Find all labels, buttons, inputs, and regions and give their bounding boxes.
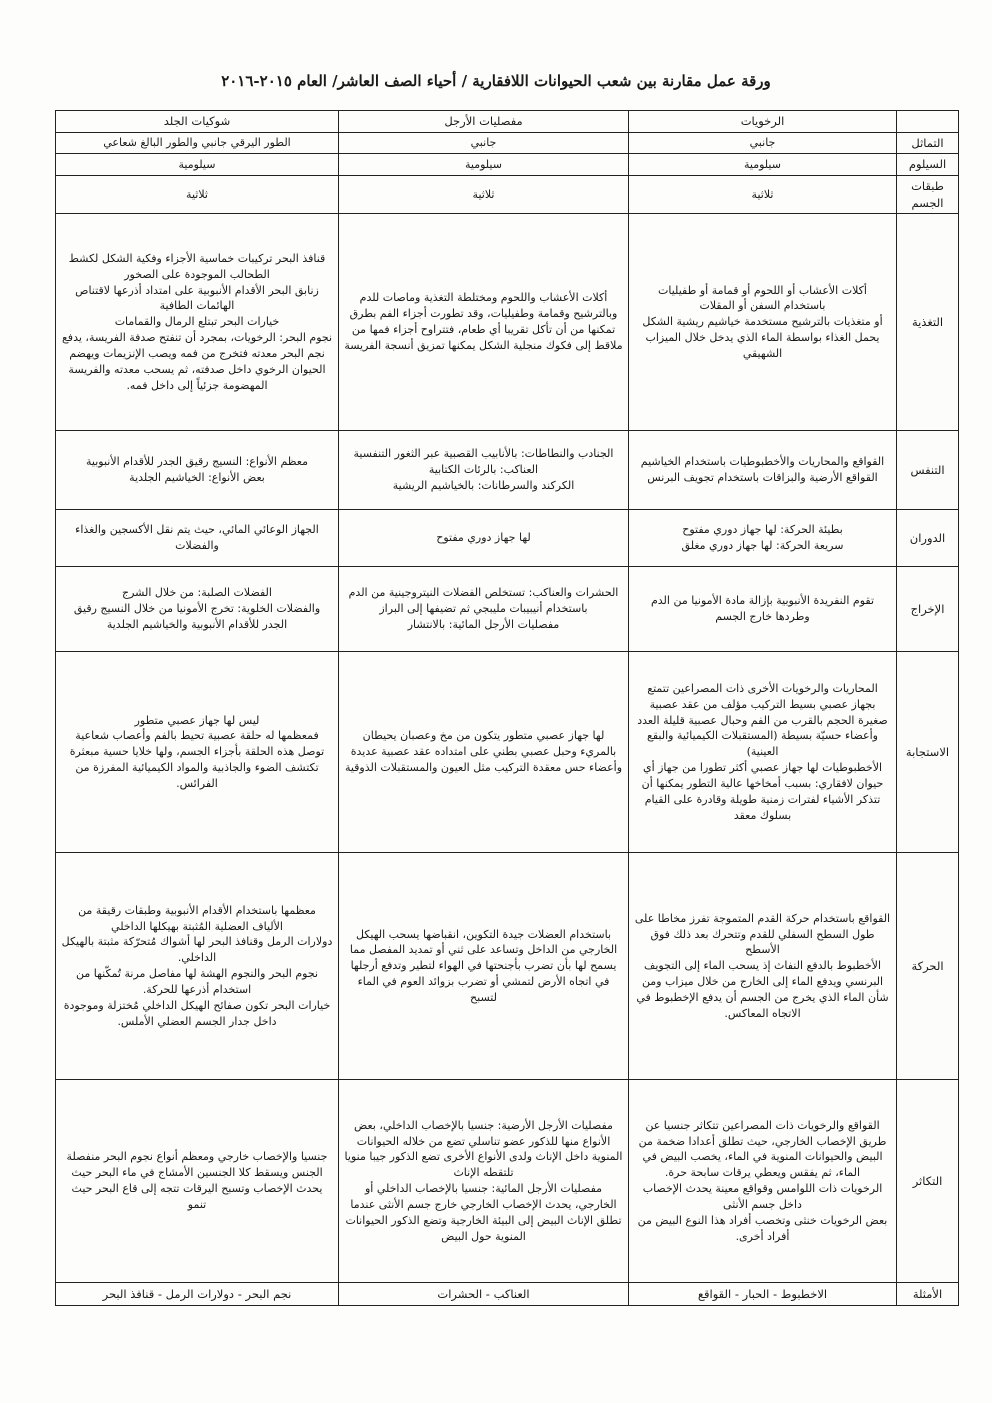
cell-echinoderms: الطور اليرقي جانبي والطور البالغ شعاعي (56, 132, 339, 154)
cell-echinoderms: معظم الأنواع: النسيج رقيق الجدر للأقدام الأنبوبية بعض الأنواع: الخياشيم الجلدية (56, 431, 339, 510)
row-label: طبقات الجسم (897, 176, 959, 214)
row-label: التماثل (897, 132, 959, 154)
cell-arthropods: ثلاثية (339, 176, 629, 214)
cell-echinoderms: الفضلات الصلبة: من خلال الشرج والفضلات الخلوية: تخرج الأمونيا من خلال النسيج رقيق الجدر للأقدام الأنبوبية والخياشيم الجلدية (56, 567, 339, 652)
row-label: الإخراج (897, 567, 959, 652)
row-examples (56, 1283, 959, 1306)
cell-mollusks: القواقع والمحاريات والأخطبوطيات باستخدام الخياشيم القواقع الأرضية والبزاقات باستخدام تجويف البرنس (629, 431, 897, 510)
row-circulation (56, 510, 959, 567)
cell-mollusks: المحاريات والرخويات الأخرى ذات المصراعين تتمتع بجهاز عصبي بسيط التركيب مؤلف من عقد عصبية صغيرة الحجم بالقرب من الفم وحبال عصبية قليلة العدد وأعضاء حسيّة بسيطة (المستقبلات الكيميائية والبقع العينية) الأخطبوطيات لها جهاز عصبي أكثر تطورا من جهاز أي حيوان لافقاري: بسبب أمخاخها عالية التطور يمكنها أن تتذكر الأشياء لفترات زمنية طويلة وقادرة على القيام بسلوك معقد (629, 652, 897, 853)
row-label: الأمثلة (897, 1283, 959, 1306)
cell-arthropods: جانبي (339, 132, 629, 154)
row-label: السيلوم (897, 154, 959, 176)
worksheet-title: ورقة عمل مقارنة بين شعب الحيوانات اللافقارية / أحياء الصف العاشر/ العام ٢٠١٥-٢٠١٦ (221, 72, 771, 90)
cell-arthropods: الجنادب والنطاطات: بالأنابيب القصبية عبر الثغور التنفسية العناكب: بالرئات الكتابية الكركند والسرطانات: بالخياشيم الريشية (339, 431, 629, 510)
cell-arthropods: باستخدام العضلات جيدة التكوين، انقباضها يسحب الهيكل الخارجي من الداخل وتساعد على ثني أو تمديد المفصل مما يسمح لها بأن تضرب بأجنحتها في الهواء لتطير وتدفع أرجلها في اتجاه الأرض لتمشي أو تضرب بزوائد العوم في الماء لتسبح (339, 853, 629, 1080)
row-body-layers (56, 176, 959, 214)
row-coelom (56, 154, 959, 176)
cell-echinoderms: نجم البحر - دولارات الرمل - قنافذ البحر (56, 1283, 339, 1306)
row-label: التغذية (897, 214, 959, 431)
cell-arthropods: الحشرات والعناكب: تستخلص الفضلات النيتروجينية من الدم باستخدام أنيبيبات مليبجي ثم تضيفها إلى البراز مفصليات الأرجل المائية: بالانتشار (339, 567, 629, 652)
cell-arthropods: مفصليات الأرجل الأرضية: جنسيا بالإخصاب الداخلي، بعض الأنواع منها للذكور عضو تناسلي تضع من خلاله الحيوانات المنوية داخل الإناث ولدى الأنواع الأخرى تضع الذكور جيبا منويا تلتقطه الإناث مفصليات الأرجل المائية: جنسيا بالإخصاب الداخلي أو الخارجي، يحدث الإخصاب الخارجي خارج جسم الأنثى عندما تطلق الإناث البيض إلى البيئة الخارجية وتضع الذكور الحيوانات المنوية حول البيض (339, 1080, 629, 1283)
row-reproduction (56, 1080, 959, 1283)
corner-cell (897, 111, 959, 133)
cell-arthropods: لها جهاز عصبي متطور يتكون من مخ وعصبان يحيطان بالمريء وحبل عصبي بطني على امتداده عقد عصبية عديدة وأعضاء حس معقدة التركيب مثل العيون والمستقبلات الذوقية (339, 652, 629, 853)
cell-mollusks: سيلومية (629, 154, 897, 176)
cell-arthropods: أكلات الأعشاب واللحوم ومختلطة التغذية وماصات للدم وبالترشيح وقمامة وطفيليات، وقد تطورت أجزاء الفم بطرق تمكنها من أن تأكل تقريبا أي طعام، فتتراوح أجزاء فمها من ملاقط إلى فكوك منجلية الشكل يمكنها تمزيق أنسجة الفريسة (339, 214, 629, 431)
cell-arthropods: العناكب - الحشرات (339, 1283, 629, 1306)
row-response (56, 652, 959, 853)
row-label: التنفس (897, 431, 959, 510)
cell-echinoderms: جنسيا والإخصاب خارجي ومعظم أنواع نجوم البحر منفصلة الجنس ويسقط كلا الجنسين الأمشاج في ماء البحر حيث يحدث الإخصاب وتسبح اليرقات تتجه إلى قاع البحر حيث تنمو (56, 1080, 339, 1283)
cell-echinoderms: معظمها باستخدام الأقدام الأنبوبية وطبقات رقيقة من الألياف العضلية المُثبتة بهيكلها الداخلي دولارات الرمل وقنافذ البحر لها أشواك مُتحرّكة مثبتة بالهيكل الداخلي. نجوم البحر والنجوم الهشة لها مفاصل مرنة تُمكّنها من استخدام أذرعها للحركة. خيارات البحر تكون صفائح الهيكل الداخلي مُختزلة وموجودة داخل جدار الجسم العضلي الأملس. (56, 853, 339, 1080)
cell-mollusks: الاخطبوط - الحبار - القواقع (629, 1283, 897, 1306)
cell-echinoderms: ثلاثية (56, 176, 339, 214)
cell-echinoderms: الجهاز الوعائي المائي، حيث يتم نقل الأكسجين والغذاء والفضلات (56, 510, 339, 567)
row-label: التكاثر (897, 1080, 959, 1283)
cell-arthropods: سيلومية (339, 154, 629, 176)
row-label: الدوران (897, 510, 959, 567)
header-echinoderms: شوكيات الجلد (56, 111, 339, 133)
row-movement (56, 853, 959, 1080)
cell-mollusks: تقوم النفريدة الأنبوبية بإزالة مادة الأمونيا من الدم وطردها خارج الجسم (629, 567, 897, 652)
row-respiration (56, 431, 959, 510)
cell-mollusks: القواقع باستخدام حركة القدم المتموجة تفرز مخاطا على طول السطح السفلي للقدم وتتحرك بعد ذلك فوق الأسطح الأخطبوط بالدفع النفاث إذ يسحب الماء إلى التجويف البرنسي ويدفع الماء إلى الخارج من خلال ميزاب ومن شأن الماء الذي يخرج من الجسم أن يدفع الإخطبوط في الاتجاه المعاكس. (629, 853, 897, 1080)
comparison-table (55, 110, 959, 1306)
row-symmetry (56, 132, 959, 154)
cell-arthropods: لها جهاز دوري مفتوح (339, 510, 629, 567)
header-arthropods: مفصليات الأرجل (339, 111, 629, 133)
header-mollusks: الرخويات (629, 111, 897, 133)
cell-mollusks: ثلاثية (629, 176, 897, 214)
cell-echinoderms: ليس لها جهاز عصبي متطور فمعظمها له حلقة عصبية تحيط بالفم وأعصاب شعاعية توصل هذه الحلقة بأجزاء الجسم، ولها خلايا حسية مبعثرة تكتشف الضوء والجاذبية والمواد الكيميائية المفرزة من الفرائس. (56, 652, 339, 853)
cell-echinoderms: سيلومية (56, 154, 339, 176)
header-row (56, 111, 959, 133)
cell-mollusks: بطيئة الحركة: لها جهاز دوري مفتوح سريعة الحركة: لها جهاز دوري مغلق (629, 510, 897, 567)
cell-echinoderms: قنافذ البحر تركيبات خماسية الأجزاء وفكية الشكل لكشط الطحالب الموجودة على الصخور زنابق البحر الأقدام الأنبوبية على امتداد أذرعها لاقتناص الهائمات الطافية خيارات البحر تبتلع الرمال والقمامات نجوم البحر: الرخويات، بمجرد أن تنفتح صدفة الفريسة، يدفع نجم البحر معدته فتخرج من فمه ويصب الإنزيمات ويهضم الحيوان الرخوي داخل صدفته، ثم يسحب معدته والفريسة المهضومة جزئياً إلى داخل فمه. (56, 214, 339, 431)
cell-mollusks: القواقع والرخويات ذات المصراعين تتكاثر جنسيا عن طريق الإخصاب الخارجي، حيث تطلق أعدادا ضخمة من البيض والحيوانات المنوية في الماء، يخصب البيض في الماء، ثم يفقس ويعطي يرقات سابحة حرة. الرخويات ذات اللوامس وقواقع معينة يحدث الإخصاب داخل جسم الأنثى بعض الرخويات خنثى وتخصب أفراد هذا النوع البيض من أفراد أخرى. (629, 1080, 897, 1283)
row-label: الاستجابة (897, 652, 959, 853)
row-feeding (56, 214, 959, 431)
cell-mollusks: جانبي (629, 132, 897, 154)
cell-mollusks: أكلات الأعشاب أو اللحوم أو قمامة أو طفيليات باستخدام السفن أو المقلات أو متغذيات بالترشيح مستخدمة خياشيم ريشية الشكل يحمل الغذاء بواسطة الماء الذي يدخل خلال الميزاب الشهيقي (629, 214, 897, 431)
row-excretion (56, 567, 959, 652)
row-label: الحركة (897, 853, 959, 1080)
